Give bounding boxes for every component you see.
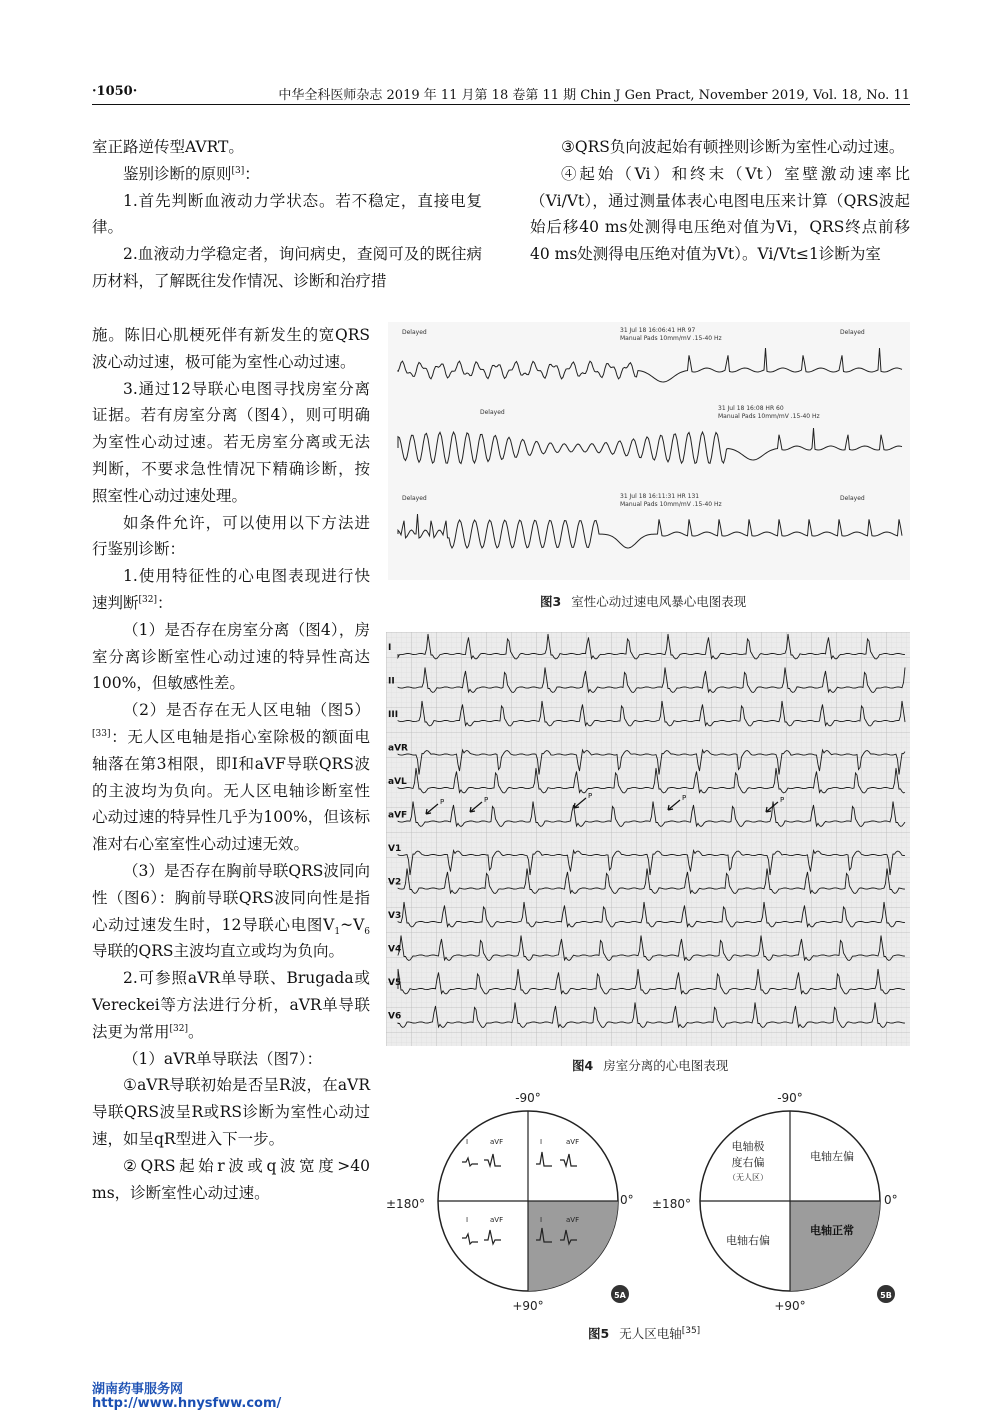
lead-label: I [388, 643, 392, 653]
quadrant-label: 电轴正常 [810, 1224, 854, 1237]
lead-label: aVF [490, 1216, 504, 1224]
quadrant-label: 电轴左偏 [810, 1150, 854, 1163]
figure-5-caption: 图5 无人区电轴[35] [588, 1325, 701, 1341]
axis-label-right: 0° [620, 1193, 634, 1207]
quadrant-label: （无人区） [728, 1173, 768, 1182]
figure-3-caption: 图3 室性心动过速电风暴心电图表现 [540, 594, 747, 609]
p-wave-label: P [484, 796, 489, 804]
axis-label-right: 0° [884, 1193, 898, 1207]
figure-5-axis-diagram [380, 1088, 910, 1314]
figure-3-ecg-strips [388, 322, 910, 580]
page-number: ·1050· [92, 84, 138, 99]
lead-label: aVR [388, 743, 408, 754]
strip-label-delayed-right: Delayed [840, 495, 865, 502]
figure-3-background [388, 322, 910, 580]
strip-meta-settings: Manual Pads 10mm/mV .15-40 Hz [620, 501, 722, 508]
panel-badge-label: 5B [880, 1291, 892, 1300]
p-wave-label: P [440, 798, 445, 806]
figure-4-caption: 图4 房室分离的心电图表现 [572, 1058, 729, 1073]
strip-meta-settings: Manual Pads 10mm/mV .15-40 Hz [718, 413, 820, 420]
quadrant-label: 电轴极 [731, 1140, 765, 1153]
strip-meta-time: 31 Jul 18 16:08 HR 60 [718, 405, 784, 412]
paragraph: 室正路逆传型AVRT。 [92, 138, 244, 156]
quadrant-label: 电轴右偏 [726, 1234, 770, 1247]
lead-label: V2 [388, 877, 402, 888]
lead-label: II [388, 676, 395, 687]
p-wave-label: P [588, 792, 593, 800]
watermark-url[interactable]: http://www.hnysfww.com/ [92, 1396, 282, 1411]
left-column-bottom [92, 322, 370, 1206]
ecg-grid [386, 632, 910, 1046]
lead-label: I [466, 1216, 469, 1224]
strip-meta-settings: Manual Pads 10mm/mV .15-40 Hz [620, 335, 722, 342]
axis-label-left: ±180° [386, 1197, 425, 1211]
paragraph: （3）是否存在胸前导联QRS波同向性（图6）：胸前导联QRS波同向性是指心动过速发生时，12导联心电图$V_1\sim V_6$导联的QRS主波均直立或均为负向。 [92, 861, 370, 961]
lead-label: V4 [388, 944, 402, 955]
lead-label: I [466, 1138, 469, 1146]
lead-label: V6 [388, 1011, 402, 1022]
strip-label-delayed: Delayed [402, 495, 427, 502]
quadrant-label: 度右偏 [731, 1156, 765, 1169]
paragraph: 2.可参照aVR单导联、Brugada或Vereckei等方法进行分析，aVR单导联法更为常用[32]。 [92, 969, 370, 1041]
strip-meta-time: 31 Jul 18 16:06:41 HR 97 [620, 327, 696, 334]
p-wave-label: P [780, 796, 785, 804]
paragraph: 如条件允许，可以使用以下方法进行鉴别诊断： [92, 513, 370, 559]
figure-4-12-lead-ecg [386, 632, 910, 1046]
paragraph: （1）是否存在房室分离（图4），房室分离诊断室性心动过速的特异性高达100%，但敏感性差。 [92, 620, 370, 693]
paragraph: 1.使用特征性的心电图表现进行快速判断[32]： [92, 567, 370, 612]
lead-label: V3 [388, 911, 402, 921]
paragraph: 施。陈旧心肌梗死伴有新发生的宽QRS波心动过速，极可能为室性心动过速。 [92, 326, 370, 371]
paragraph: ③QRS负向波起始有顿挫则诊断为室性心动过速。 [561, 138, 905, 156]
paragraph: （1）aVR单导联法（图7）： [123, 1049, 323, 1068]
normal-quadrant-shade [790, 1201, 880, 1291]
paragraph: （2）是否存在无人区电轴（图5）[33]：无人区电轴是指心室除极的额面电轴落在第3相限，即Ⅰ和aVF导联QRS波的主波均为负向。无人区电轴诊断室性心动过速的特异性几乎为100%，但该标准对右心室室性心动过速无效。 [92, 701, 370, 854]
strip-label-delayed-right: Delayed [840, 329, 865, 336]
left-column-top [92, 134, 482, 295]
strip-meta-time: 31 Jul 18 16:11:31 HR 131 [620, 493, 700, 500]
lead-label: III [388, 710, 399, 720]
panel-badge-label: 5A [614, 1291, 626, 1300]
lead-label: aVF [566, 1216, 580, 1224]
lead-label: aVL [388, 777, 407, 787]
lead-label: V5 [388, 978, 402, 988]
paragraph: 2.血液动力学稳定者，询问病史，查阅可及的既往病历材料，了解既往发作情况、诊断和治疗措 [92, 245, 482, 290]
lead-label: aVF [388, 810, 408, 821]
axis-label-bottom: +90° [512, 1299, 544, 1313]
lead-label: aVF [490, 1138, 504, 1146]
journal-header: 中华全科医师杂志 2019 年 11 月第 18 卷第 11 期 Chin J Gen Pract, November 2019, Vol. 18, No. 11 [278, 88, 910, 103]
axis-label-top: -90° [515, 1091, 541, 1105]
header-rule [92, 104, 910, 105]
p-wave-label: P [682, 794, 687, 802]
right-column-top [530, 134, 910, 268]
lead-label: V1 [388, 844, 402, 854]
paragraph: ①aVR导联初始是否呈R波，在aVR导联QRS波呈R或RS诊断为室性心动过速，如呈qR型进入下一步。 [92, 1076, 370, 1148]
normal-quadrant-shade [528, 1201, 618, 1291]
axis-label-left: ±180° [652, 1197, 691, 1211]
paragraph: 3.通过12导联心电图寻找房室分离证据。若有房室分离（图4），则可明确为室性心动过速。若无房室分离或无法判断，不要求急性情况下精确诊断，按照室性心动过速处理。 [92, 379, 370, 505]
axis-label-top: -90° [777, 1091, 803, 1105]
watermark-site-name: 湖南药事服务网 [92, 1382, 184, 1397]
panel-5b [652, 1091, 898, 1313]
axis-label-bottom: +90° [774, 1299, 806, 1313]
panel-5a [386, 1091, 634, 1313]
paragraph: 鉴别诊断的原则[3]： [123, 164, 260, 183]
lead-label: I [540, 1216, 543, 1224]
lead-label: aVF [566, 1138, 580, 1146]
paragraph: 1.首先判断血液动力学状态。若不稳定，直接电复律。 [92, 191, 482, 237]
strip-label-delayed: Delayed [402, 329, 427, 336]
lead-label: I [540, 1138, 543, 1146]
paragraph: ②QRS起始r波或q波宽度>40 ms，诊断室性心动过速。 [92, 1156, 370, 1202]
paragraph: ④起始（Vi）和终末（Vt）室壁激动速率比（Vi/Vt），通过测量体表心电图电压来计算（QRS波起始后移40 ms处测得电压绝对值为Vi，QRS终点前移40 ms处测得电压绝对值为Vt）。Vi/Vt≤1诊断为室 [530, 164, 910, 264]
strip-label-delayed: Delayed [480, 409, 505, 416]
